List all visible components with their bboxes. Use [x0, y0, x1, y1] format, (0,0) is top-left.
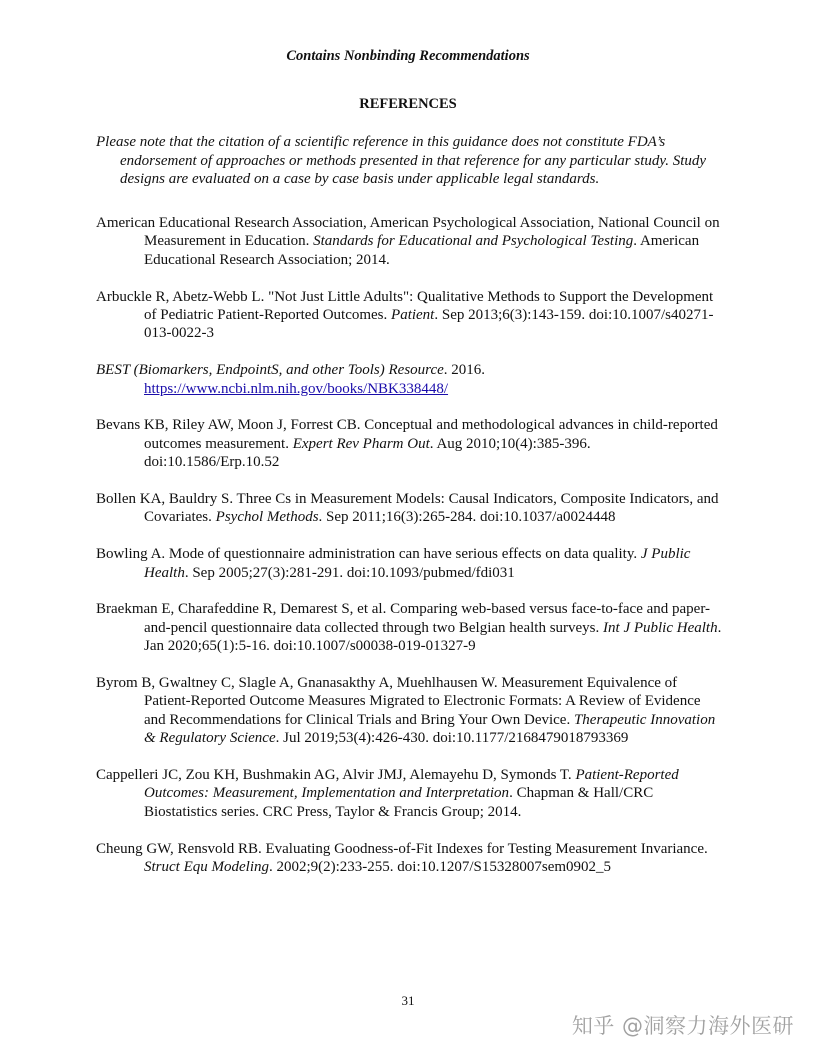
- reference-text: Bevans KB, Riley AW, Moon J, Forrest CB. Conceptual and methodological advances in child-reported outcomes measurement.: [96, 417, 718, 452]
- reference-text: . Chapman & Hall/CRC Biostatistics series. CRC Press, Taylor & Francis Group; 2014.: [144, 785, 654, 820]
- reference-title: Therapeutic Innovation & Regulatory Science: [144, 711, 716, 747]
- reference-text: . 2016.: [443, 362, 486, 379]
- reference-title: Standards for Educational and Psychological Testing: [313, 233, 634, 250]
- reference-text: Cheung GW, Rensvold RB. Evaluating Goodness-of-Fit Indexes for Testing Measurement Invariance.: [96, 840, 708, 857]
- reference-link[interactable]: https://www.ncbi.nlm.nih.gov/books/NBK338448/: [144, 380, 449, 397]
- reference-text: Arbuckle R, Abetz-Webb L. "Not Just Little Adults": Qualitative Methods to Support the Development of Pediatric Patient-Reported Outcomes.: [96, 288, 714, 324]
- disclaimer-paragraph: Please note that the citation of a scientific reference in this guidance does not constitute FDA’s endorsement of approaches or methods presented in that reference for any particular study. Study designs are evaluated on a case by case basis under applicable legal standards.: [96, 134, 707, 188]
- page-number: 31: [401, 993, 415, 1008]
- reference-item: [96, 674, 724, 748]
- header-note: Contains Nonbinding Recommendations: [286, 48, 530, 64]
- reference-item: [96, 214, 724, 269]
- reference-item: [96, 490, 724, 527]
- reference-item: [96, 840, 724, 877]
- reference-text: . Jan 2020;65(1):5-16. doi:10.1007/s00038-019-01327-9: [144, 619, 722, 655]
- reference-text: Bowling A. Mode of questionnaire administration can have serious effects on data quality.: [96, 546, 641, 563]
- reference-title: J Public Health: [144, 546, 691, 581]
- reference-item: [96, 288, 724, 343]
- reference-title: Patient-Reported Outcomes: Measurement, Implementation and Interpretation: [144, 767, 679, 802]
- reference-title: Int J Public Health: [603, 619, 718, 636]
- reference-text: . Sep 2011;16(3):265-284. doi:10.1037/a0024448: [318, 509, 616, 526]
- reference-text: Cappelleri JC, Zou KH, Bushmakin AG, Alvir JMJ, Alemayehu D, Symonds T.: [96, 767, 576, 784]
- reference-text: . Aug 2010;10(4):385-396. doi:10.1586/Erp.10.52: [144, 435, 591, 471]
- reference-text: . 2002;9(2):233-255. doi:10.1207/S15328007sem0902_5: [268, 859, 612, 876]
- reference-list: [96, 214, 724, 895]
- reference-item: [96, 766, 724, 821]
- reference-text: . Sep 2013;6(3):143-159. doi:10.1007/s40271-013-0022-3: [144, 307, 714, 342]
- reference-title: Patient: [391, 307, 435, 324]
- watermark: 知乎 @洞察力海外医研: [571, 1014, 794, 1038]
- reference-text: . American Educational Research Association; 2014.: [144, 233, 700, 268]
- reference-text: Braekman E, Charafeddine R, Demarest S, et al. Comparing web-based versus face-to-face and paper-and-pencil questionnaire data collected through two Belgian health surveys.: [96, 601, 711, 636]
- section-title: REFERENCES: [359, 96, 457, 112]
- reference-text: American Educational Research Association, American Psychological Association, National Council on Measurement in Education.: [96, 215, 720, 250]
- reference-item: [96, 600, 724, 655]
- reference-item: [96, 361, 724, 398]
- reference-text: Byrom B, Gwaltney C, Slagle A, Gnanasakthy A, Muehlhausen W. Measurement Equivalence of Patient-Reported Outcome Measures Migrated to Electronic Formats: A Review of Evidence and Recommendations for Clinical Trials and Bring Your Own Device.: [96, 675, 701, 728]
- reference-title: Psychol Methods: [215, 509, 319, 526]
- reference-text: . Sep 2005;27(3):281-291. doi:10.1093/pubmed/fdi031: [184, 564, 515, 581]
- reference-item: [96, 416, 724, 471]
- reference-text: Bollen KA, Bauldry S. Three Cs in Measurement Models: Causal Indicators, Composite Indicators, and Covariates.: [96, 491, 719, 526]
- reference-title: Expert Rev Pharm Out: [292, 435, 430, 452]
- reference-text: . Jul 2019;53(4):426-430. doi:10.1177/2168479018793369: [275, 730, 629, 747]
- reference-title: Struct Equ Modeling: [144, 859, 269, 876]
- reference-item: [96, 545, 724, 582]
- reference-title: BEST (Biomarkers, EndpointS, and other Tools) Resource: [96, 362, 444, 379]
